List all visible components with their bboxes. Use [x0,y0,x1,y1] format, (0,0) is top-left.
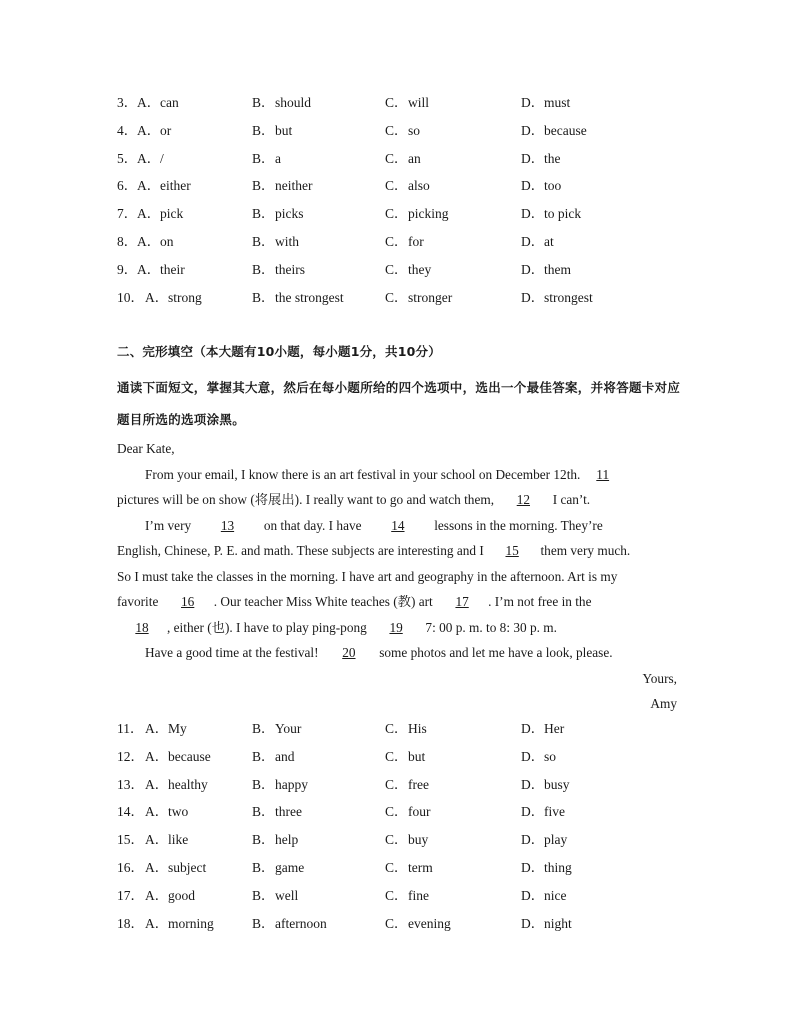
option-c [385,200,449,228]
option-d [521,145,561,173]
option-letter: C． [385,261,408,277]
option-letter: C． [385,832,408,848]
options-list-bottom [117,715,717,937]
option-text: play [544,832,568,848]
option-a [145,826,188,854]
blank-16: 16 [181,594,195,609]
option-b [252,228,299,256]
option-d [521,910,572,938]
option-letter: C． [385,206,408,222]
option-b [252,826,298,854]
option-text: subject [168,859,207,875]
option-c [385,826,428,854]
option-text: must [544,95,571,110]
option-letter: D． [521,95,545,110]
option-b [252,284,344,312]
blank-15: 15 [505,543,519,558]
option-letter: C． [385,289,408,305]
option-letter: C． [385,150,408,166]
option-letter: A． [137,206,161,222]
question-row [117,200,717,228]
option-d [521,826,567,854]
option-letter: D． [521,233,545,249]
option-letter: B． [252,261,275,277]
option-a [137,89,179,117]
option-letter: A． [137,122,161,138]
option-text: so [408,122,421,138]
option-letter: D． [521,721,545,736]
option-text: too [544,178,562,194]
section-instruction: 通读下面短文，掌握其大意，然后在每小题所给的四个选项中，选出一个最佳答案，并将答题卡对应题目所选的选项涂黑。 [117,380,681,427]
option-d [521,771,570,799]
option-letter: D． [521,832,545,848]
option-letter: D． [521,150,545,166]
letter-line: So I must take the classes in the morning. I have art and geography in the afternoon. Art is my [117,568,618,584]
option-text: them [544,261,571,277]
option-letter: C． [385,721,408,736]
option-letter: A． [137,178,161,194]
option-c [385,228,424,256]
option-a [137,200,183,228]
blank-13: 13 [220,517,235,533]
option-letter: A． [137,95,161,110]
option-a [145,743,211,771]
option-text: neither [275,178,313,194]
blank-17: 17 [455,594,469,609]
option-c [385,798,431,826]
letter-closing: Yours, [642,670,677,686]
option-letter: D． [521,122,545,138]
question-number: 9． [117,261,138,277]
question-row [117,826,717,854]
option-letter: D． [521,289,545,305]
option-letter: B． [252,915,275,931]
option-letter: A． [145,887,169,903]
option-d [521,743,556,771]
question-row [117,228,717,256]
letter-line: favorite 16 . Our teacher Miss White teaches (教) art 17 . I’m not free in the [117,589,677,615]
question-number: 16． [117,859,144,875]
option-text: but [275,122,293,138]
blank-19: 19 [389,619,403,635]
option-a [145,854,206,882]
question-number: 4． [117,122,138,138]
option-letter: B． [252,150,275,166]
cloze-letter [117,436,677,717]
option-d [521,200,581,228]
option-text: because [544,122,587,138]
option-d [521,89,570,117]
question-number: 6． [117,178,138,194]
option-b [252,715,301,743]
option-text: their [160,261,185,277]
option-text: should [275,95,312,110]
option-d [521,256,571,284]
option-letter: C． [385,95,408,110]
question-number: 5． [117,150,138,166]
option-letter: D． [521,776,545,792]
option-letter: D． [521,206,545,222]
option-letter: C． [385,122,408,138]
blank-11: 11 [596,466,610,482]
option-d [521,172,561,200]
option-c [385,771,429,799]
option-a [137,172,191,200]
option-text: My [168,721,187,736]
option-letter: A． [145,859,169,875]
option-text: game [275,859,305,875]
letter-line: 18 , either (也). I have to play ping-pong 19 7: 00 p. m. to 8: 30 p. m. [117,615,677,641]
question-number: 13． [117,776,144,792]
option-letter: D． [521,261,545,277]
question-row [117,798,717,826]
option-d [521,798,565,826]
option-letter: A． [137,261,161,277]
option-b [252,854,304,882]
option-letter: A． [137,150,161,166]
question-number: 11． [117,721,144,736]
option-letter: D． [521,915,545,931]
option-text: also [408,178,430,194]
letter-signature: Amy [650,696,677,711]
option-letter: C． [385,178,408,194]
option-a [137,256,185,284]
option-letter: C． [385,859,408,875]
option-c [385,117,420,145]
option-text: five [544,804,565,820]
option-text: well [275,887,299,903]
question-row [117,910,717,938]
option-c [385,172,430,200]
option-letter: C． [385,915,408,931]
option-letter: D． [521,804,545,820]
option-b [252,798,302,826]
option-text: or [160,122,172,138]
question-row [117,172,717,200]
question-number: 7． [117,206,138,222]
letter-line: I’m very 13 on that day. I have 14 lessons in the morning. They’re [117,513,677,539]
option-text: / [160,150,164,166]
option-text: picking [408,206,449,222]
option-text: a [275,150,281,166]
option-letter: A． [145,289,169,305]
option-letter: B． [252,95,275,110]
question-number: 8． [117,233,138,249]
question-row [117,89,717,117]
option-text: Her [544,721,565,736]
option-c [385,284,452,312]
option-text: picks [275,206,304,222]
option-text: good [168,887,195,903]
question-number: 17． [117,887,144,903]
option-letter: A． [145,748,169,764]
blank-14: 14 [391,517,405,533]
option-text: at [544,233,554,249]
option-text: strong [168,289,202,305]
question-number: 18． [117,915,144,931]
option-c [385,882,429,910]
blank-12: 12 [516,492,530,507]
option-b [252,771,308,799]
option-text: the strongest [275,289,344,305]
option-letter: C． [385,776,408,792]
option-d [521,228,554,256]
option-text: theirs [275,261,305,277]
option-letter: A． [145,776,169,792]
option-a [145,715,187,743]
blank-20: 20 [342,645,356,660]
option-text: evening [408,915,451,931]
option-c [385,256,431,284]
option-letter: C． [385,233,408,249]
question-row [117,882,717,910]
option-text: two [168,804,189,820]
option-d [521,117,587,145]
option-text: an [408,150,421,166]
option-b [252,172,312,200]
option-text: afternoon [275,915,327,931]
question-number: 10． [117,289,144,305]
option-b [252,89,311,117]
option-letter: B． [252,206,275,222]
option-b [252,145,281,173]
option-letter: D． [521,859,545,875]
question-row [117,771,717,799]
option-text: Your [275,721,302,736]
letter-line: From your email, I know there is an art festival in your school on December 12th. 11 [117,462,677,488]
option-letter: B． [252,859,275,875]
option-letter: B． [252,233,275,249]
option-letter: D． [521,178,545,194]
option-text: fine [408,887,429,903]
question-row [117,743,717,771]
option-letter: C． [385,804,408,820]
option-letter: A． [145,832,169,848]
option-letter: B． [252,887,275,903]
question-row [117,284,717,312]
option-text: for [408,233,424,249]
option-letter: D． [521,748,545,764]
option-text: so [544,748,557,764]
option-text: because [168,748,211,764]
option-text: buy [408,832,429,848]
option-text: and [275,748,295,764]
question-number: 14． [117,804,144,820]
question-row [117,715,717,743]
option-letter: C． [385,748,408,764]
option-b [252,743,295,771]
option-b [252,256,305,284]
option-text: pick [160,206,184,222]
letter-line: English, Chinese, P. E. and math. These subjects are interesting and I 15 them very much. [117,538,677,564]
question-number: 12． [117,748,144,764]
option-letter: B． [252,289,275,305]
option-letter: B． [252,748,275,764]
option-a [137,228,174,256]
option-text: either [160,178,191,194]
option-b [252,910,327,938]
option-a [145,771,208,799]
question-row [117,256,717,284]
letter-line: Have a good time at the festival! 20 some photos and let me have a look, please. [117,640,677,666]
option-c [385,854,433,882]
option-b [252,200,304,228]
option-text: happy [275,776,308,792]
option-letter: C． [385,887,408,903]
section-title: 二、完形填空（本大题有10小题，每小题1分，共10分） [117,344,441,359]
question-number: 3． [117,95,138,110]
option-text: strongest [544,289,593,305]
option-text: to pick [544,206,582,222]
option-letter: D． [521,887,545,903]
option-text: free [408,776,429,792]
option-letter: B． [252,721,275,736]
option-letter: A． [145,721,169,736]
option-a [137,145,164,173]
option-a [137,117,171,145]
option-c [385,715,427,743]
option-a [145,284,202,312]
option-text: thing [544,859,572,875]
option-text: will [408,95,430,110]
option-text: stronger [408,289,453,305]
option-text: morning [168,915,214,931]
option-text: on [160,233,174,249]
option-text: four [408,804,431,820]
option-text: the [544,150,561,166]
option-a [145,882,195,910]
option-letter: B． [252,776,275,792]
option-text: like [168,832,189,848]
option-c [385,743,425,771]
letter-greeting: Dear Kate, [117,441,175,456]
question-row [117,117,717,145]
option-a [145,798,188,826]
option-d [521,882,567,910]
option-letter: B． [252,122,275,138]
option-letter: A． [145,804,169,820]
options-list-top [117,89,717,311]
option-c [385,89,429,117]
option-text: nice [544,887,567,903]
option-c [385,145,421,173]
blank-18: 18 [135,619,149,635]
option-d [521,854,572,882]
option-text: His [408,721,427,736]
option-b [252,117,292,145]
option-text: help [275,832,299,848]
option-b [252,882,298,910]
option-text: can [160,95,179,110]
option-letter: B． [252,832,275,848]
option-text: term [408,859,433,875]
letter-line: pictures will be on show (将展出). I really want to go and watch them, 12 I can’t. [117,487,677,513]
option-c [385,910,451,938]
option-text: healthy [168,776,208,792]
option-text: night [544,915,572,931]
option-letter: A． [145,915,169,931]
option-d [521,284,593,312]
question-number: 15． [117,832,144,848]
option-d [521,715,564,743]
option-text: busy [544,776,570,792]
option-text: three [275,804,302,820]
option-letter: B． [252,804,275,820]
option-text: they [408,261,432,277]
option-a [145,910,214,938]
option-text: with [275,233,300,249]
option-letter: B． [252,178,275,194]
question-row [117,854,717,882]
option-letter: A． [137,233,161,249]
question-row [117,145,717,173]
option-text: but [408,748,426,764]
